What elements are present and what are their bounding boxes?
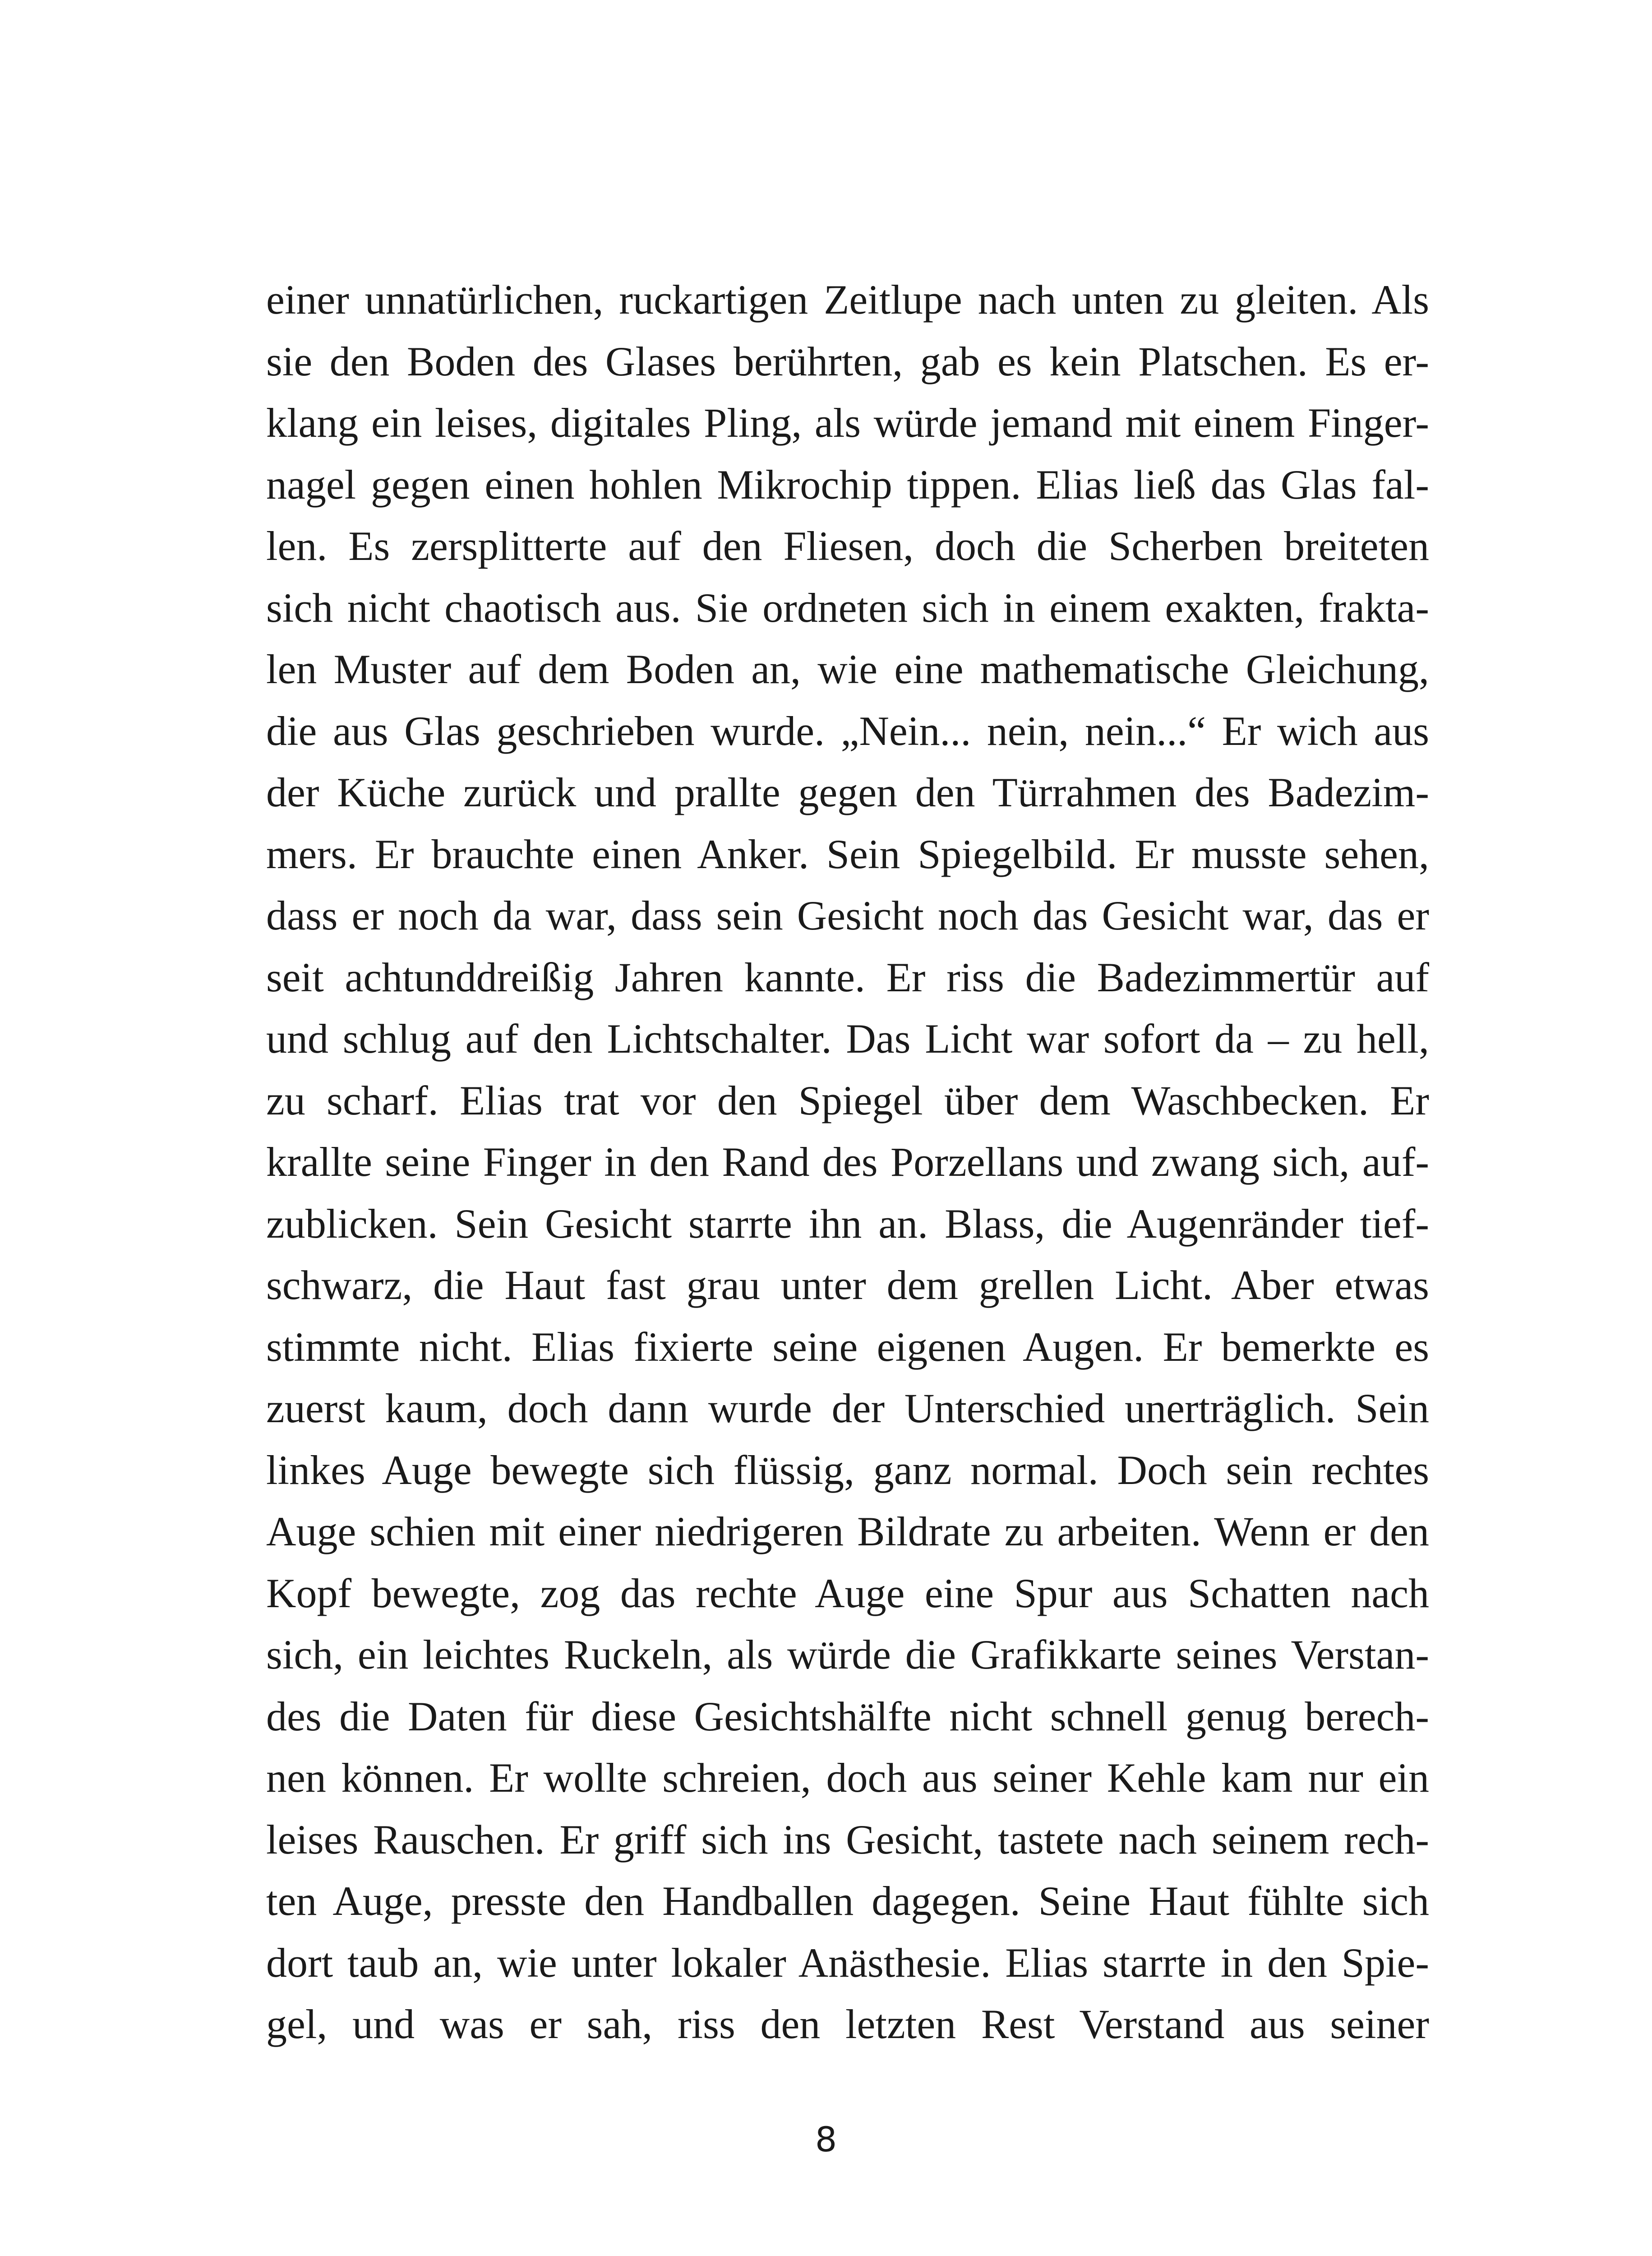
- text-line: nen können. Er wollte schreien, doch aus seiner Kehle kam nur ein: [266, 1755, 1429, 1801]
- text-line: und schlug auf den Lichtschalter. Das Licht war sofort da – zu hell,: [266, 1016, 1429, 1062]
- text-line: krallte seine Finger in den Rand des Porzellans und zwang sich, auf-: [266, 1139, 1429, 1185]
- text-line: des die Daten für diese Gesichtshälfte nicht schnell genug berech-: [266, 1693, 1429, 1739]
- text-line: leises Rauschen. Er griff sich ins Gesicht, tastete nach seinem rech-: [266, 1816, 1429, 1863]
- text-line: linkes Auge bewegte sich flüssig, ganz normal. Doch sein rechtes: [266, 1447, 1429, 1493]
- text-line: zublicken. Sein Gesicht starrte ihn an. Blass, die Augenränder tief-: [266, 1200, 1429, 1247]
- text-line: sie den Boden des Glases berührten, gab es kein Platschen. Es er-: [266, 338, 1429, 384]
- text-line: zu scharf. Elias trat vor den Spiegel über dem Waschbecken. Er: [266, 1077, 1429, 1123]
- text-line: gel, und was er sah, riss den letzten Rest Verstand aus seiner: [266, 2001, 1429, 2047]
- text-line: dass er noch da war, dass sein Gesicht noch das Gesicht war, das er: [266, 892, 1429, 938]
- text-line: Auge schien mit einer niedrigeren Bildrate zu arbeiten. Wenn er den: [266, 1508, 1429, 1554]
- text-line: stimmte nicht. Elias fixierte seine eigenen Augen. Er bemerkte es: [266, 1323, 1429, 1370]
- text-line: sich nicht chaotisch aus. Sie ordneten sich in einem exakten, frakta-: [266, 584, 1429, 631]
- text-line: der Küche zurück und prallte gegen den Türrahmen des Badezim-: [266, 769, 1429, 815]
- text-line: seit achtunddreißig Jahren kannte. Er riss die Badezimmertür auf: [266, 954, 1429, 1000]
- text-line: klang ein leises, digitales Pling, als würde jemand mit einem Finger-: [266, 400, 1429, 446]
- body-text: [266, 269, 1429, 2055]
- text-line: ten Auge, presste den Handballen dagegen. Seine Haut fühlte sich: [266, 1878, 1429, 1924]
- text-line: die aus Glas geschrieben wurde. „Nein... nein, nein...“ Er wich aus: [266, 707, 1429, 754]
- text-line: sich, ein leichtes Ruckeln, als würde die Grafikkarte seines Verstan-: [266, 1632, 1429, 1678]
- text-line: mers. Er brauchte einen Anker. Sein Spiegelbild. Er musste sehen,: [266, 831, 1429, 877]
- text-line: einer unnatürlichen, ruckartigen Zeitlupe nach unten zu gleiten. Als: [266, 277, 1429, 323]
- text-line: Kopf bewegte, zog das rechte Auge eine Spur aus Schatten nach: [266, 1570, 1429, 1616]
- text-line: schwarz, die Haut fast grau unter dem grellen Licht. Aber etwas: [266, 1262, 1429, 1308]
- text-line: zuerst kaum, doch dann wurde der Unterschied unerträglich. Sein: [266, 1385, 1429, 1431]
- text-line: nagel gegen einen hohlen Mikrochip tippen. Elias ließ das Glas fal-: [266, 461, 1429, 508]
- text-line: len. Es zersplitterte auf den Fliesen, doch die Scherben breiteten: [266, 523, 1429, 569]
- text-line: dort taub an, wie unter lokaler Anästhesie. Elias starrte in den Spie-: [266, 1939, 1429, 1986]
- page-number: 8: [815, 2119, 837, 2159]
- text-line: len Muster auf dem Boden an, wie eine mathematische Gleichung,: [266, 646, 1429, 692]
